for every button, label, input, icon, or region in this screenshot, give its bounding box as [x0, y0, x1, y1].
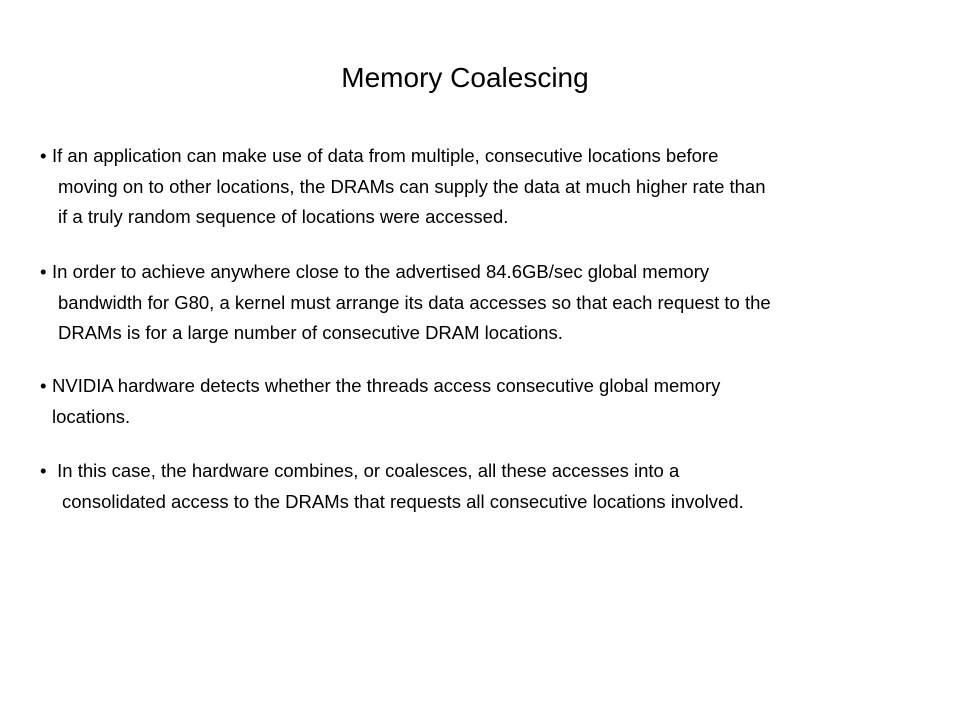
bullet-dot: •	[40, 460, 47, 481]
bullet-line	[40, 141, 766, 172]
bullet-line: locations.	[52, 405, 131, 427]
bullet-line: DRAMs is for a large number of consecutive DRAM locations.	[58, 322, 563, 343]
bullet-dot: •	[40, 261, 47, 282]
bullet-text: If an application can make use of data from multiple, consecutive locations before	[52, 145, 719, 166]
bullet-line	[40, 456, 744, 487]
slide-title: Memory Coalescing	[341, 62, 589, 93]
bullet-line	[40, 371, 720, 402]
bullet-item	[40, 371, 720, 432]
bullet-line: bandwidth for G80, a kernel must arrange its data accesses so that each request to the	[58, 291, 771, 313]
bullet-text: NVIDIA hardware detects whether the threads access consecutive global memory	[52, 375, 721, 396]
bullet-item	[40, 257, 771, 349]
bullet-item	[40, 456, 744, 517]
bullet-dot: •	[40, 145, 47, 166]
bullet-line: moving on to other locations, the DRAMs can supply the data at much higher rate than	[58, 175, 766, 197]
bullet-line: consolidated access to the DRAMs that requests all consecutive locations involved.	[62, 490, 744, 512]
bullet-item	[40, 141, 766, 233]
bullet-text: In this case, the hardware combines, or coalesces, all these accesses into a	[52, 460, 680, 481]
bullet-line: if a truly random sequence of locations were accessed.	[58, 206, 509, 227]
bullet-line	[40, 257, 771, 288]
bullet-dot: •	[40, 375, 47, 396]
bullet-text: In order to achieve anywhere close to the advertised 84.6GB/sec global memory	[52, 261, 710, 282]
